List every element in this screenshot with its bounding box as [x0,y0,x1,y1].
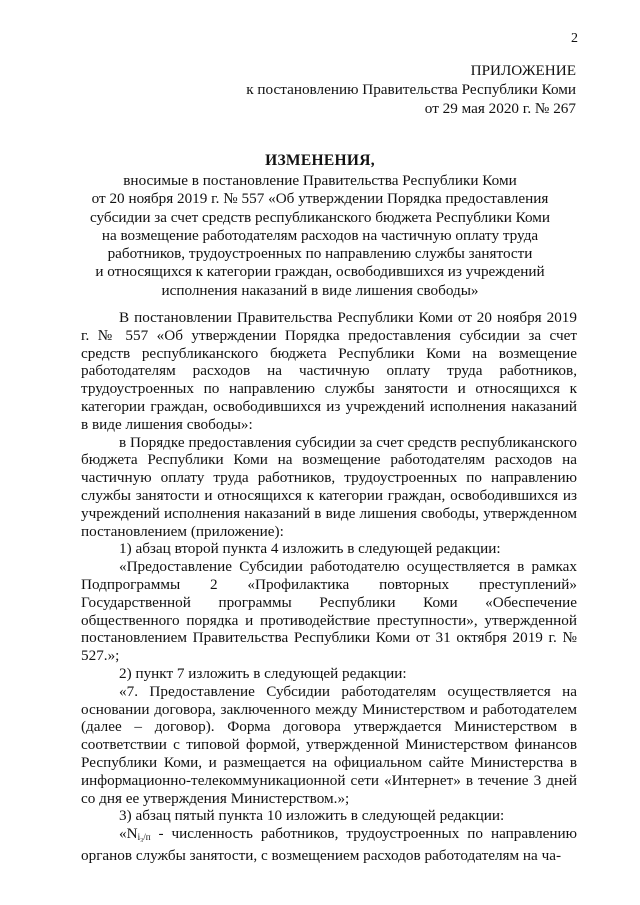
subtitle-line: субсидии за счет средств республиканского бюджета Республики Коми [89,208,551,226]
amendment-item-1: 1) абзац второй пункта 4 изложить в следующей редакции: [119,540,501,558]
document-subtitle [80,172,560,300]
appendix-title: ПРИЛОЖЕНИЕ [470,62,576,79]
amendment-item-2: 2) пункт 7 изложить в следующей редакции: [119,664,407,682]
appendix-header [246,62,576,119]
subtitle-line: исполнения наказаний в виде лишения свободы» [161,281,479,299]
subtitle-line: и относящихся к категории граждан, освободившихся из учреждений [95,263,545,281]
page-number: 2 [571,31,578,46]
formula-definition: - численность работников, трудоустроенных по направлению органов службы занятости, с возмещением расходов работодателям на ча- [81,825,577,864]
formula-variable: «N [119,825,138,843]
appendix-reference: к постановлению Правительства Республики Коми [246,81,576,98]
document-title: ИЗМЕНЕНИЯ, [265,152,375,169]
formula-subscript: i₃/п [137,832,151,843]
subtitle-line: вносимые в постановление Правительства Республики Коми [123,172,517,189]
amendment-text-1: «Предоставление Субсидии работодателю осуществляется в рамках Подпрограммы 2 «Профилактика повторных преступлений» Государственной программы Республики Коми «Обеспечение общественного порядка и противодействие преступности», утвержденной постановлением Правительства Республики Коми от 31 октября 2019 г. № 527.»; [81,558,577,665]
paragraph-procedure: в Порядке предоставления субсидии за счет средств республиканского бюджета Республики Коми на возмещение работодателям расходов на частичную оплату труда работников, трудоустроенных по направлению службы занятости и относящихся к категории граждан, освободившихся из учреждений исполнения наказаний в виде лишения свободы, утвержденном постановлением (приложение): [81,433,577,540]
subtitle-line: на возмещение работодателям расходов на частичную оплату труда [101,226,539,244]
subtitle-line: от 20 ноября 2019 г. № 557 «Об утверждении Порядка предоставления [91,190,549,208]
document-body [81,309,577,865]
subtitle-line: работников, трудоустроенных по направлению службы занятости [107,245,533,263]
appendix-date: от 29 мая 2020 г. № 267 [424,100,576,117]
paragraph-intro: В постановлении Правительства Республики Коми от 20 ноября 2019 г. № 557 «Об утверждении Порядка предоставления субсидии за счет средств республиканского бюджета Республики Коми на возмещение работодателям расходов на частичную оплату труда работников, трудоустроенных по направлению службы занятости и относящихся к категории граждан, освободившихся из учреждений исполнения наказаний в виде лишения свободы»: [81,309,577,433]
amendment-item-3: 3) абзац пятый пункта 10 изложить в следующей редакции: [119,807,505,825]
amendment-text-3 [81,825,577,865]
amendment-text-2: «7. Предоставление Субсидии работодателям осуществляется на основании договора, заключенного между Министерством и работодателем (далее – договор). Форма договора утверждается Министерством в соответствии с типовой формой, утвержденной Министерством финансов Республики Коми, и размещается на официальном сайте Министерства в информационно-телекоммуникационной сети «Интернет» в течение 3 дней со дня ее утверждения Министерством.»; [81,682,577,807]
